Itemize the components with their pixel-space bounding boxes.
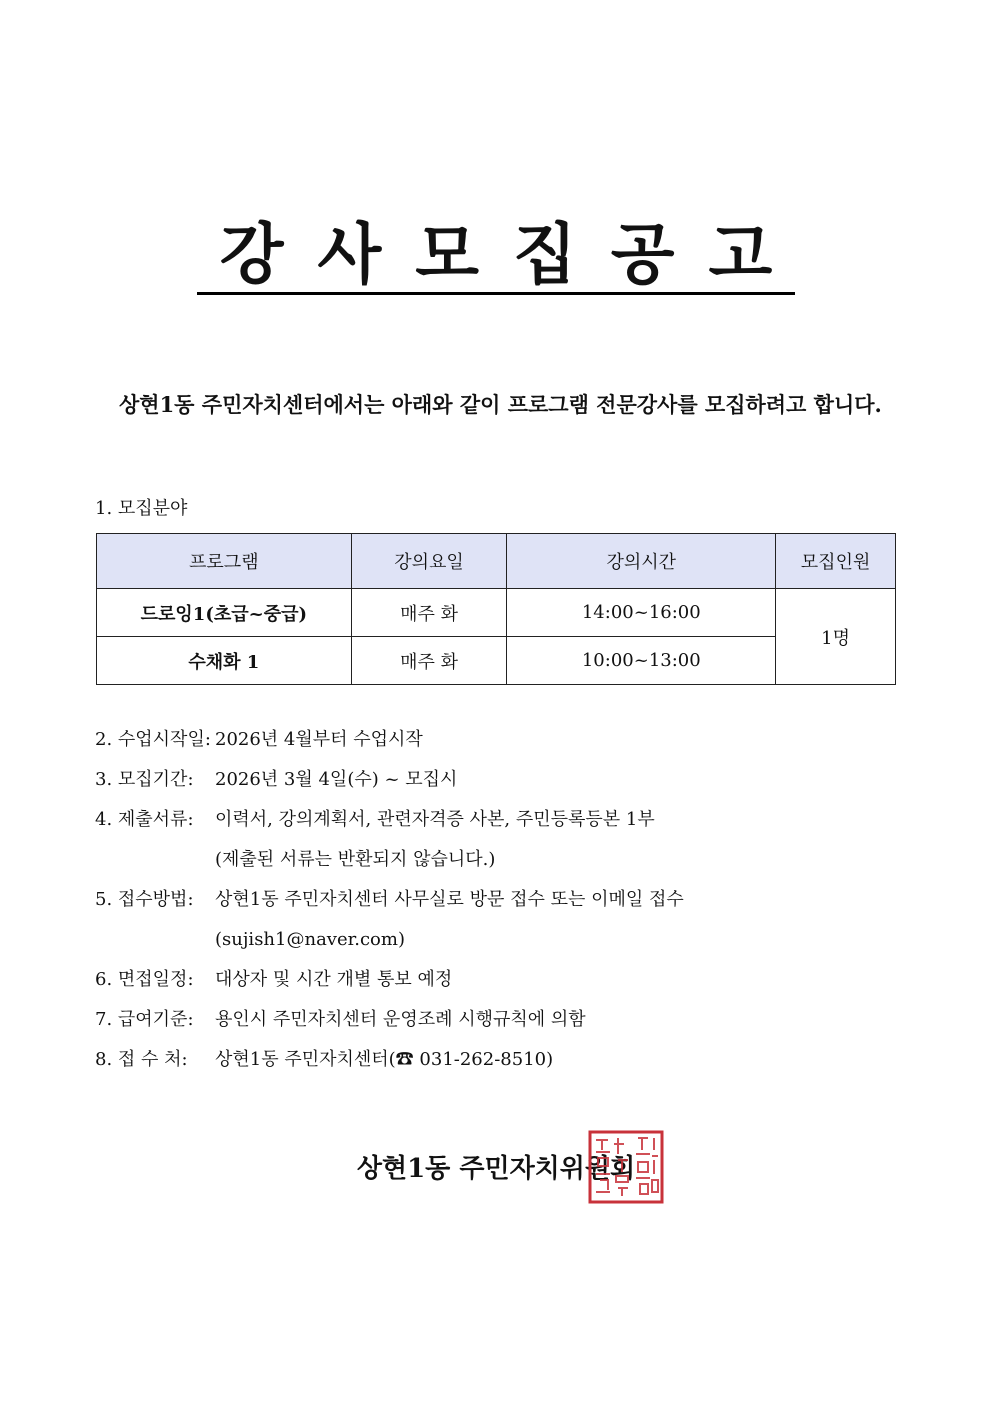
- item-text: (sujish1@naver.com): [215, 929, 405, 950]
- item-label: 2. 수업시작일:: [95, 729, 211, 750]
- cell-program: 드로잉1(초급~중급): [97, 589, 352, 637]
- list-item: [95, 840, 684, 880]
- header-day: 강의요일: [351, 534, 507, 589]
- info-list: [95, 720, 684, 1080]
- cell-headcount: 1명: [776, 589, 896, 685]
- item-text: 상현1동 주민자치센터(☎ 031-262-8510): [215, 1049, 554, 1070]
- item-label: 4. 제출서류:: [95, 809, 194, 830]
- list-item: [95, 1000, 684, 1040]
- item-label: 6. 면접일정:: [95, 969, 194, 990]
- title-char: 모: [415, 216, 479, 293]
- list-item: [95, 960, 684, 1000]
- table-row: [97, 637, 896, 685]
- item-text: 2026년 3월 4일(수) ~ 모집시: [215, 769, 458, 790]
- cell-day: 매주 화: [351, 589, 507, 637]
- cell-time: 14:00~16:00: [507, 589, 776, 637]
- list-item: [95, 720, 684, 760]
- item-label: [95, 920, 215, 960]
- recruit-table: [96, 533, 896, 685]
- title-char: 집: [513, 216, 577, 293]
- item-label: 3. 모집기간:: [95, 769, 194, 790]
- cell-program: 수채화 1: [97, 637, 352, 685]
- item-text: (제출된 서류는 반환되지 않습니다.): [215, 849, 496, 870]
- signature: 상현1동 주민자치위원회: [356, 1154, 636, 1184]
- item-text: 이력서, 강의계획서, 관련자격증 사본, 주민등록등본 1부: [215, 809, 655, 830]
- cell-time: 10:00~13:00: [507, 637, 776, 685]
- list-item: [95, 800, 684, 840]
- title-char: 공: [610, 216, 675, 293]
- seal-stamp-icon: [588, 1130, 664, 1204]
- title-wrap: [0, 218, 992, 295]
- page-title: [197, 218, 796, 295]
- item-label: [95, 840, 215, 880]
- item-text: 용인시 주민자치센터 운영조례 시행규칙에 의함: [215, 1009, 586, 1030]
- item-label: 8. 접 수 처:: [95, 1049, 188, 1070]
- header-headcount: 모집인원: [776, 534, 896, 589]
- title-char: 고: [708, 216, 773, 293]
- item-label: 7. 급여기준:: [95, 1009, 194, 1030]
- list-item: [95, 920, 684, 960]
- item-text: 상현1동 주민자치센터 사무실로 방문 접수 또는 이메일 접수: [215, 889, 684, 910]
- intro-text: 상현1동 주민자치센터에서는 아래와 같이 프로그램 전문강사를 모집하려고 합니다.: [119, 392, 882, 417]
- list-item: [95, 760, 684, 800]
- section-recruit-field: 1. 모집분야: [95, 498, 188, 519]
- list-item: [95, 880, 684, 920]
- intro-paragraph: [95, 384, 898, 426]
- item-text: 대상자 및 시간 개별 통보 예정: [215, 969, 453, 990]
- header-program: 프로그램: [97, 534, 352, 589]
- cell-day: 매주 화: [351, 637, 507, 685]
- item-label: 5. 접수방법:: [95, 889, 194, 910]
- table-row: [97, 589, 896, 637]
- header-time: 강의시간: [507, 534, 776, 589]
- title-char: 사: [317, 216, 382, 293]
- table-header-row: [97, 534, 896, 589]
- list-item: [95, 1040, 684, 1080]
- title-char: 강: [219, 216, 284, 293]
- item-text: 2026년 4월부터 수업시작: [215, 729, 423, 750]
